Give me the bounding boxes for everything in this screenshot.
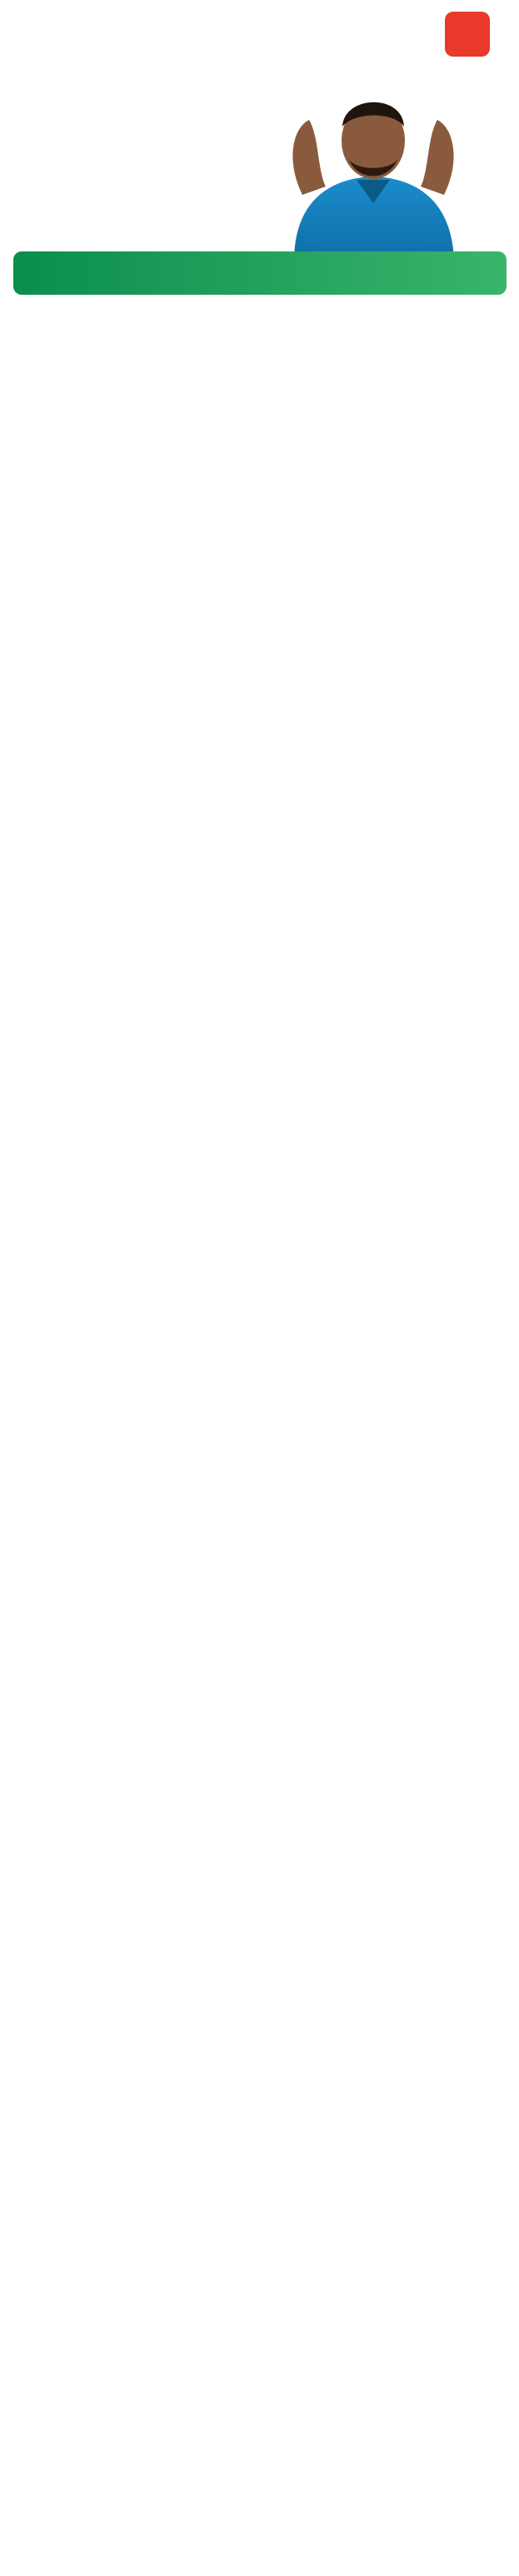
rest-table-header <box>0 340 519 361</box>
top-table-header <box>0 300 519 340</box>
green-banner <box>13 251 507 295</box>
brand-mark-icon <box>445 12 490 57</box>
player-photo <box>277 78 469 261</box>
header <box>0 0 519 300</box>
brand-logo <box>429 12 506 60</box>
